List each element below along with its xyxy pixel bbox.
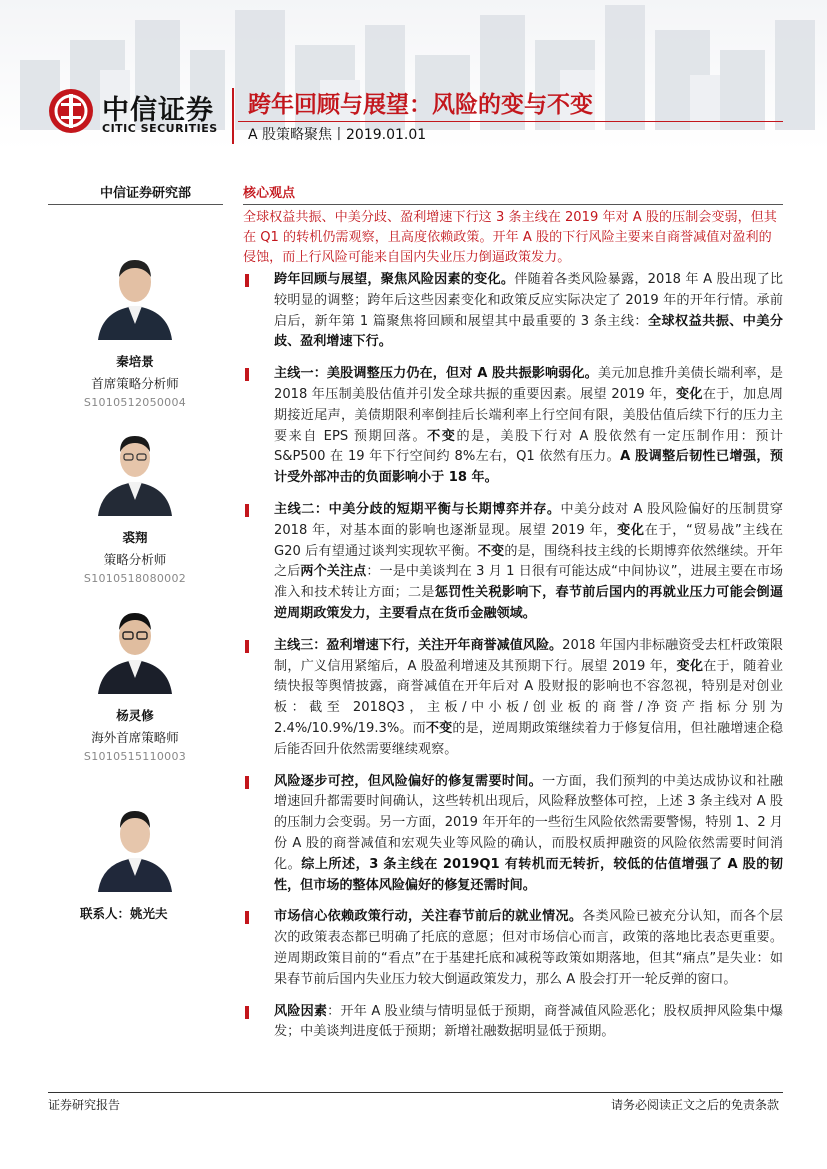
analyst-card: [60, 420, 210, 585]
bullet-marker-icon: [245, 504, 249, 517]
analyst-role: 海外首席策略师: [91, 730, 179, 745]
key-point: [243, 270, 783, 353]
key-point-text: 在于，“贸易战”主线在 G20 后有望通过谈判实现软平衡。: [274, 522, 784, 559]
key-point-emphasis: 惩罚性关税影响下，春节前后国内的再就业压力可能会倒逼逆周期政策发力，主要看点在货币金融领域。: [274, 585, 784, 621]
bullet-marker-icon: [245, 1006, 249, 1019]
key-point-emphasis: 跨年回顾与展望，聚焦风险因素的变化。: [274, 272, 515, 287]
bullet-marker-icon: [245, 640, 249, 653]
key-point-emphasis: 变化: [676, 658, 704, 674]
contact-person: 联系人：姚光夫: [80, 906, 168, 921]
key-point-text: ：开年 A 股业绩与情明显低于预期，商誉减值风险恶化；股权质押风险集中爆发；中美谈判进度低于预期；新增社融数据明显低于预期。: [274, 1003, 784, 1040]
analyst-name: 杨灵修: [116, 708, 154, 723]
core-view-divider: [243, 204, 783, 205]
key-point-emphasis: 风险因素: [274, 1003, 328, 1019]
analyst-license: S1010512050004: [83, 396, 187, 409]
analyst-license: S1010515110003: [83, 750, 187, 763]
logo-en-text: CITIC SECURITIES: [102, 122, 218, 135]
department-label: 中信证券研究部: [100, 186, 192, 201]
core-summary: 全球权益共振、中美分歧、盈利增速下行这 3 条主线在 2019 年对 A 股的压制会变弱，但其在 Q1 的转机仍需观察，且高度依赖政策。开年 A 股的下行风险主要来自商誉减值对盈利的侵蚀，而上行风险可能来自国内失业压力倒逼政策发力。: [243, 210, 777, 265]
key-point-text: 的是，美股下行对 A 股依然有一定压制作用：预计 S&P500 在 19 年下行空间约 8%左右，Q1 依然有压力。: [274, 428, 784, 465]
key-point-text: 各类风险已被充分认知，而各个层次的政策表态都已明确了托底的意愿；但对市场信心而言，政策的落地比表态更重要。逆周期政策目前的“看点”在于基建托底和减税等政策如期落地，但其“痛点”是失业：如果春节前后国内失业压力较大倒逼政策发力，那么 A 股会打开一轮反弹的窗口。: [274, 909, 783, 987]
key-point-emphasis: 主线三：盈利增速下行，关注开年商誉减值风险。: [274, 637, 563, 653]
analyst-name: 秦培景: [116, 354, 154, 369]
key-point-text: 一方面，我们预判的中美达成协议和社融增速回升都需要时间确认，这些转机出现后，风险释放整体可控，上述 3 条主线对 A 股的压制力会变弱。另一方面，2019 年开年的一些衍生风险依然需要警惕，特别 1、2 月份 A 股的商誉减值和宏观失业等风险的确认，而股权质押融资的风险依然需要时间消化。: [274, 773, 784, 872]
key-point-emphasis: 不变: [477, 543, 505, 559]
footer-divider: [48, 1092, 783, 1093]
analyst-photo: [90, 244, 180, 340]
analyst-role: 策略分析师: [103, 552, 167, 567]
header-divider: [232, 88, 234, 144]
contact-photo: [90, 796, 180, 892]
key-point-emphasis: 市场信心依赖政策行动，关注春节前后的就业情况。: [274, 909, 583, 925]
citic-logo: [48, 86, 228, 142]
key-point: [243, 364, 783, 489]
analyst-role: 首席策略分析师: [91, 376, 179, 391]
analyst-card: [60, 244, 210, 409]
key-point-text: 伴随着各类风险暴露，2018 年 A 股出现了比较明显的调整；跨年后这些因素变化和政策反应实际决定了 2019 年的开年行情。承前启后，新年第 1 篇聚焦将回顾和展望其中最重要的 3 条主线：: [274, 272, 784, 329]
key-point: [243, 500, 783, 625]
logo-cn-text: 中信证券: [102, 95, 214, 126]
key-point-text: 在于，随着业绩快报等舆情披露，商誉减值在开年后对 A 股财报的影响也不容忽视，特别是对创业板：截至 2018Q3，主板/中小板/创业板的商誉/净资产指标分别为 2.4%/10.9%/19.3%。而: [274, 658, 784, 736]
key-point-emphasis: 综上所述，3 条主线在 2019Q1 有转机而无转折，较低的估值增强了 A 股的韧性，但市场的整体风险偏好的修复还需时间。: [274, 856, 783, 893]
bullet-marker-icon: [245, 274, 249, 287]
bullet-marker-icon: [245, 776, 249, 789]
analyst-card: [60, 598, 210, 763]
key-point-text: 的是，逆周期政策继续着力于修复信用，但社融增速企稳后能否回升依然需要继续观察。: [274, 720, 784, 757]
citic-logo-mark-icon: [48, 88, 94, 134]
report-subtitle: A 股策略聚焦丨2019.01.01: [248, 127, 427, 143]
key-point-emphasis: 主线一：美股调整压力仍在，但对 A 股共振影响弱化。: [274, 366, 598, 382]
key-points-list: [243, 270, 783, 1054]
key-point-text: 的是，围绕科技主线的长期博弈依然继续。开年之后: [274, 543, 784, 580]
key-point: [243, 772, 783, 897]
bullet-marker-icon: [245, 368, 249, 381]
analyst-license: S1010518080002: [83, 572, 187, 585]
report-title: 跨年回顾与展望：风险的变与不变: [248, 92, 593, 118]
core-view-label: 核心观点: [243, 186, 296, 201]
key-point-emphasis: 不变: [427, 428, 457, 444]
analyst-photo: [90, 598, 180, 694]
footer-report-type: 证券研究报告: [48, 1098, 121, 1112]
key-point-text: 中美分歧对 A 股风险偏好的压制贯穿 2018 年，对基本面的影响也逐渐显现。展望 2019 年，: [274, 501, 784, 538]
key-point: [243, 636, 783, 761]
key-point-text: ：一是中美谈判在 3 月 1 日很有可能达成“中间协议”，进展主要在市场准入和技术转让方面；二是: [274, 564, 784, 601]
key-point-emphasis: 主线二：中美分歧的短期平衡与长期博弈并存。: [274, 501, 561, 517]
title-underline: [238, 121, 783, 122]
analyst-name: 裘翔: [122, 530, 148, 545]
sidebar-divider: [48, 204, 223, 205]
key-point-emphasis: 变化: [676, 386, 703, 402]
key-point-emphasis: 风险逐步可控，但风险偏好的修复需要时间。: [274, 773, 543, 789]
key-point-text: 在于，加息周期接近尾声，美债期限利率倒挂后长端利率上行空间有限，美股估值后续下行的压力主要来自 EPS 预期回落。: [274, 386, 784, 444]
key-point-emphasis: 两个关注点: [300, 564, 367, 580]
bullet-marker-icon: [245, 911, 249, 924]
key-point-text: 2018 年国内非标融资受去杠杆政策限制，广义信用紧缩后，A 股盈利增速及其预期下行。展望 2019 年，: [274, 637, 784, 674]
key-point-emphasis: 全球权益共振、中美分歧、盈利增速下行。: [274, 313, 783, 350]
contact-card: [60, 796, 210, 896]
footer-disclaimer: 请务必阅读正文之后的免责条款: [610, 1098, 779, 1112]
key-point: [243, 907, 783, 990]
key-point-text: 美元加息推升美债长端利率，是 2018 年压制美股估值并引发全球共振的重要因素。展望 2019 年，: [274, 366, 784, 402]
key-point-emphasis: 变化: [617, 522, 645, 538]
analyst-photo: [90, 420, 180, 516]
key-point: [243, 1002, 783, 1044]
key-point-emphasis: A 股调整后韧性已增强，预计受外部冲击的负面影响小于 18 年。: [274, 449, 783, 486]
key-point-emphasis: 不变: [425, 720, 453, 736]
